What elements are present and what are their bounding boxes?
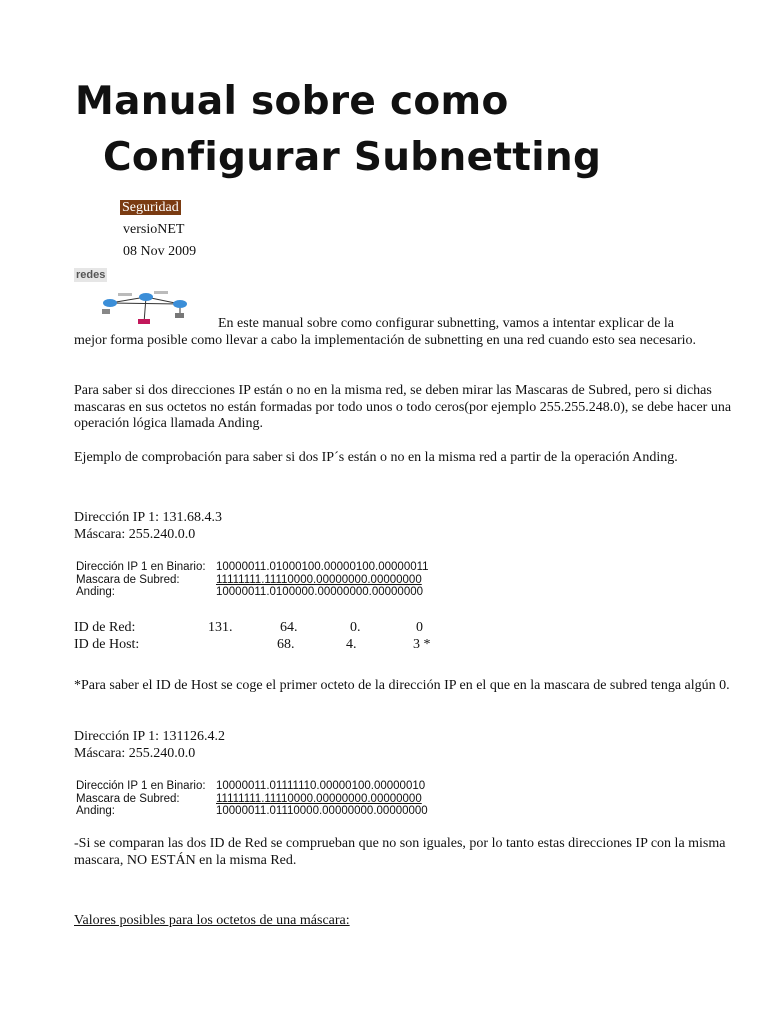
id-red-row (74, 619, 474, 636)
section-heading-text: Valores posibles para los octetos de una máscara: (74, 913, 350, 928)
tag-redes[interactable]: redes (76, 269, 106, 281)
binary-row-value: 11111111.11110000.00000000.00000000 (216, 573, 422, 586)
title-line-1: Manual sobre como (75, 79, 509, 124)
example1-ip: Dirección IP 1: 131.68.4.3 (74, 510, 223, 525)
example2-ip: Dirección IP 1: 131126.4.2 (74, 729, 225, 744)
binary-row (76, 561, 429, 574)
id-red-octet-4: 0 (416, 620, 423, 635)
id-red-octet-2: 64. (280, 620, 298, 635)
binary-row-value: 10000011.0100000.00000000.00000000 (216, 586, 423, 598)
intro-rest: mejor forma posible como llevar a cabo la implementación de subnetting en una red cuando esto sea necesario. (74, 332, 696, 348)
category-link[interactable]: Seguridad (122, 200, 179, 215)
binary-row-value: 10000011.01110000.00000000.00000000 (216, 805, 428, 817)
id-host-octet-3: 4. (346, 637, 357, 652)
binary-row (76, 780, 428, 793)
id-red-label: ID de Red: (74, 620, 136, 635)
author: versioNET (123, 222, 185, 237)
binary-row-value: 11111111.11110000.00000000.00000000 (216, 792, 422, 805)
example1-binary-table (76, 561, 429, 599)
publish-date: 08 Nov 2009 (123, 244, 197, 259)
example2-mask: Máscara: 255.240.0.0 (74, 746, 196, 761)
binary-row-label: Dirección IP 1 en Binario: (76, 780, 206, 792)
intro-paragraph (74, 316, 734, 349)
example1-mask: Máscara: 255.240.0.0 (74, 527, 196, 542)
id-host-octet-2: 68. (277, 637, 295, 652)
category-line (120, 198, 181, 218)
binary-row-label: Dirección IP 1 en Binario: (76, 561, 206, 573)
document-title (75, 74, 755, 186)
binary-row (76, 805, 428, 818)
binary-row (76, 574, 429, 587)
binary-row-value: 10000011.01111110.00000100.00000010 (216, 780, 426, 792)
paragraph-masks: Para saber si dos direcciones IP están o no en la misma red, se deben mirar las Mascaras de Subred, pero si dichas mascaras en sus octetos no están formadas por todo unos o todo ceros(por ejemplo 255.255.248.0), se debe hacer una operación lógica llamada Anding. (74, 383, 732, 431)
id-host-row (74, 636, 474, 653)
binary-row-value: 10000011.01000100.00000100.00000011 (216, 561, 429, 573)
binary-row-label: Mascara de Subred: (76, 792, 180, 805)
paragraph-example-intro: Ejemplo de comprobación para saber si dos IP´s están o no en la misma red a partir de la operación Anding. (74, 450, 678, 465)
host-id-note: *Para saber el ID de Host se coge el primer octeto de la dirección IP en el que en la mascara de subred tenga algún 0. (74, 678, 730, 693)
section-heading (74, 913, 734, 930)
title-line-2: Configurar Subnetting (103, 135, 602, 180)
example2-binary-table (76, 780, 428, 818)
intro-lead: En este manual sobre como configurar subnetting, vamos a intentar explicar de la (218, 316, 675, 331)
binary-row-label: Anding: (76, 586, 116, 598)
id-host-label: ID de Host: (74, 637, 140, 652)
binary-row-label: Mascara de Subred: (76, 573, 180, 586)
id-host-octet-4: 3 * (413, 637, 431, 652)
binary-row (76, 586, 429, 599)
binary-row-label: Anding: (76, 805, 116, 817)
id-red-octet-1: 131. (208, 620, 233, 635)
id-red-octet-3: 0. (350, 620, 361, 635)
conclusion-paragraph: -Si se comparan las dos ID de Red se comprueban que no son iguales, por lo tanto estas direcciones IP con la misma mascara, NO ESTÁN en la misma Red. (74, 836, 726, 868)
binary-row (76, 793, 428, 806)
